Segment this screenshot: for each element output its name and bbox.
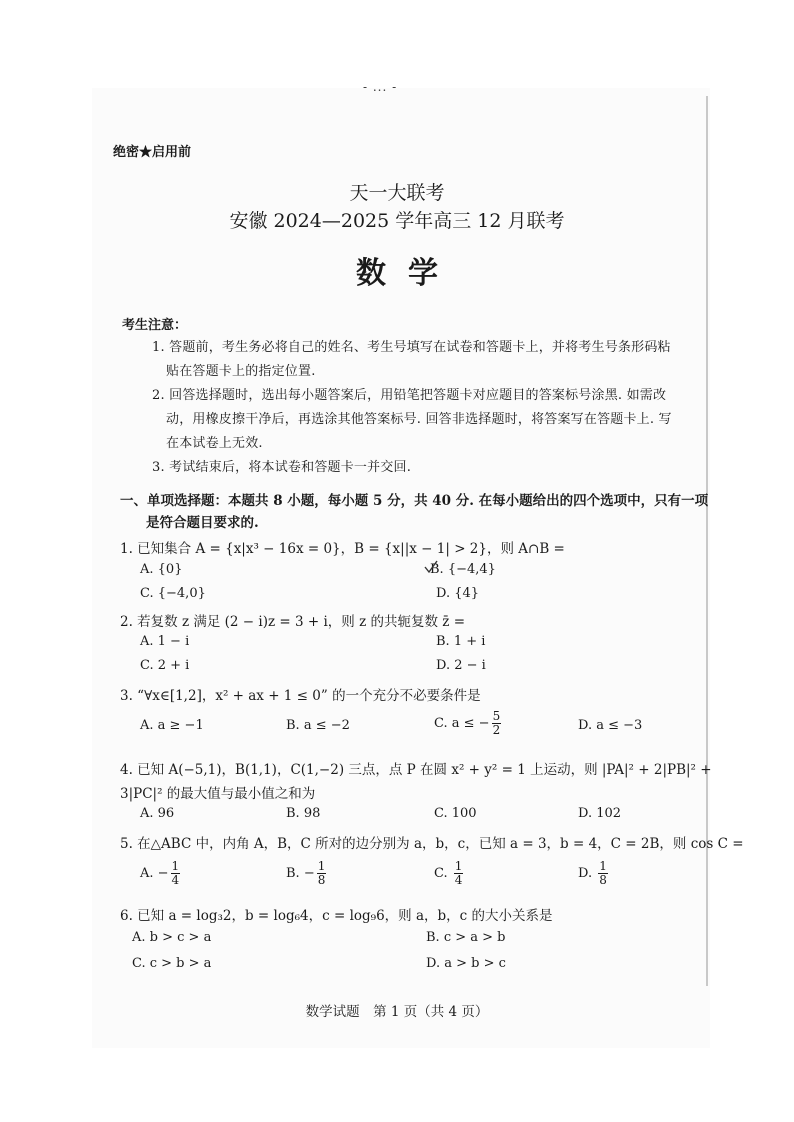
fraction-denominator: 8 — [317, 873, 326, 887]
q4-option-c: C. 100 — [434, 806, 477, 821]
question-4-stem: 4. 已知 A(−5,1)，B(1,1)，C(1,−2) 三点，点 P 在圆 x² + y² = 1 上运动，则 |PA|² + 2|PB|² + — [120, 762, 712, 778]
page-footer: 数学试题 第 1 页（共 4 页） — [305, 1004, 489, 1020]
fraction — [492, 710, 502, 737]
fraction-denominator: 4 — [454, 873, 463, 887]
notice-line: 动，用橡皮擦干净后，再选涂其他答案标号. 回答非选择题时，将答案写在答题卡上. 写 — [166, 412, 672, 427]
q4-option-d: D. 102 — [578, 806, 622, 821]
q2-option-c: C. 2 + i — [140, 658, 190, 673]
fraction-numerator: 5 — [492, 709, 501, 723]
fraction-numerator: 1 — [599, 859, 607, 873]
fraction-denominator: 2 — [492, 723, 501, 737]
q2-option-a: A. 1 − i — [140, 634, 190, 649]
top-mark: - ... - — [363, 80, 398, 94]
q5-option-a — [140, 860, 180, 887]
fraction-numerator: 1 — [171, 859, 180, 873]
q1-option-a: A. {0} — [140, 562, 183, 577]
notice-line: 2. 回答选择题时，选出每小题答案后，用铅笔把答题卡对应题目的答案标号涂黑. 如需改 — [152, 388, 667, 403]
q1-option-c: C. {−4,0} — [140, 586, 206, 601]
secret-label: 绝密★启用前 — [113, 145, 192, 160]
q5-option-b-label: B. − — [286, 866, 315, 881]
q6-option-a: A. b > c > a — [132, 930, 212, 945]
notice-line: 1. 答题前，考生务必将自己的姓名、考生号填写在试卷和答题卡上，并将考生号条形码粘 — [152, 340, 671, 355]
question-4-stem-cont: 3|PC|² 的最大值与最小值之和为 — [120, 786, 316, 802]
notice-line: 3. 考试结束后，将本试卷和答题卡一并交回. — [152, 460, 412, 475]
question-6-stem: 6. 已知 a = log₃2，b = log₆4，c = log₉6，则 a，b，c 的大小关系是 — [120, 908, 553, 924]
q6-option-c: C. c > b > a — [132, 956, 212, 971]
question-5-stem: 5. 在△ABC 中，内角 A，B，C 所对的边分别为 a，b，c，已知 a = 3，b = 4，C = 2B，则 cos C = — [120, 836, 744, 852]
q5-option-c-label: C. — [434, 866, 452, 881]
section-heading: 一、单项选择题：本题共 8 小题，每小题 5 分，共 40 分. 在每小题给出的四个选项中，只有一项 — [120, 493, 709, 509]
question-2-stem: 2. 若复数 z 满足 (2 − i)z = 3 + i，则 z 的共轭复数 z̄ = — [120, 614, 466, 630]
q4-option-a: A. 96 — [140, 806, 175, 821]
q3-option-c — [434, 710, 501, 737]
question-3-stem: 3. “∀x∈[1,2]，x² + ax + 1 ≤ 0” 的一个充分不必要条件是 — [120, 688, 481, 704]
fraction — [598, 860, 608, 887]
checkmark-icon — [424, 560, 438, 574]
q4-option-b: B. 98 — [286, 806, 321, 821]
fraction-numerator: 1 — [454, 859, 463, 873]
fraction-numerator: 1 — [317, 859, 326, 873]
q3-option-b: B. a ≤ −2 — [286, 718, 350, 733]
exam-subtitle: 安徽 2024—2025 学年高三 12 月联考 — [229, 210, 565, 232]
notice-line: 贴在答题卡上的指定位置. — [166, 364, 316, 379]
q1-option-d: D. {4} — [436, 586, 480, 601]
q3-option-c-label: C. a ≤ − — [434, 716, 490, 731]
subject-title: 数学 — [356, 256, 460, 291]
q3-option-d: D. a ≤ −3 — [578, 718, 643, 733]
notice-heading: 考生注意： — [122, 318, 188, 333]
q3-option-a: A. a ≥ −1 — [140, 718, 204, 733]
q2-option-b: B. 1 + i — [436, 634, 486, 649]
q5-option-b — [286, 860, 326, 887]
question-1-stem: 1. 已知集合 A = {x|x³ − 16x = 0}，B = {x||x − 1| > 2}，则 A∩B = — [120, 541, 565, 557]
fraction-denominator: 8 — [599, 873, 607, 887]
fraction — [317, 860, 327, 887]
q5-option-d-label: D. — [578, 866, 597, 881]
exam-title: 天一大联考 — [349, 182, 445, 204]
section-heading-cont: 是符合题目要求的. — [146, 515, 259, 531]
q5-option-c — [434, 860, 463, 887]
fraction — [171, 860, 181, 887]
q5-option-d — [578, 860, 608, 887]
q5-option-a-label: A. − — [140, 866, 169, 881]
q6-option-b: B. c > a > b — [426, 930, 506, 945]
q6-option-d: D. a > b > c — [426, 956, 506, 971]
fraction-denominator: 4 — [171, 873, 180, 887]
q1-option-b: B. {−4,4} — [430, 562, 496, 577]
notice-line: 在本试卷上无效. — [166, 436, 263, 451]
q2-option-d: D. 2 − i — [436, 658, 486, 673]
fraction — [454, 860, 464, 887]
